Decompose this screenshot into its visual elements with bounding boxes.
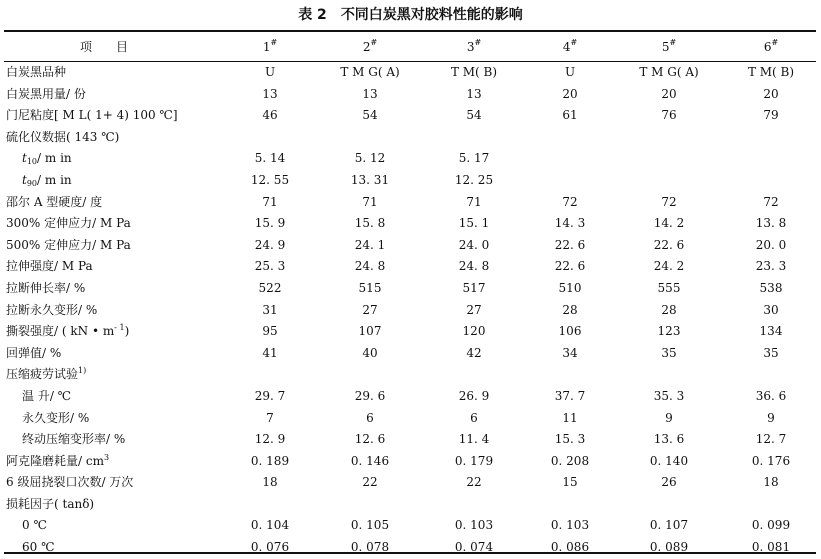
- row-label: [6, 213, 131, 235]
- table-row: [4, 343, 816, 365]
- row-label: [6, 127, 119, 149]
- cell-sample-2: 27: [362, 302, 378, 317]
- row-label: [6, 235, 131, 257]
- label-unit: / m in: [37, 172, 72, 187]
- cell-sample-3: 5. 17: [458, 151, 490, 166]
- cell-sample-6: T M( B): [747, 65, 795, 79]
- cell-sample-3: [419, 364, 529, 386]
- cell-sample-3: 11. 4: [458, 432, 490, 447]
- cell-sample-2: 515: [358, 280, 382, 295]
- table-row: [4, 386, 816, 408]
- label-symbol: t: [22, 172, 27, 187]
- label-text: 回弹值/ %: [6, 345, 62, 360]
- row-label: [6, 494, 94, 516]
- cell-sample-4: 72: [562, 194, 578, 209]
- cell-sample-5: 0. 089: [649, 540, 689, 555]
- cell-sample-2: 40: [362, 345, 378, 360]
- cell-sample-2: 12. 6: [354, 432, 386, 447]
- cell-sample-6: 36. 6: [755, 388, 787, 403]
- cell-sample-3: 24. 0: [458, 237, 490, 252]
- table-title: 不同白炭黑对胶料性能的影响: [340, 7, 523, 23]
- label-unit: / m in: [37, 151, 72, 166]
- cell-sample-5: 35. 3: [653, 388, 685, 403]
- row-label: [6, 62, 66, 84]
- cell-sample-2: 71: [362, 194, 378, 209]
- table-row: [4, 537, 816, 559]
- cell-sample-2: 22: [362, 475, 378, 490]
- cell-sample-1: 0. 076: [250, 540, 290, 555]
- cell-sample-1: 95: [262, 324, 278, 339]
- cell-sample-4: 14. 3: [554, 216, 586, 231]
- label-text: 门尼粘度[ M L( 1+ 4) 100 ℃]: [6, 108, 178, 123]
- cell-sample-2: 107: [358, 324, 382, 339]
- cell-sample-1: 13: [262, 86, 278, 101]
- cell-sample-4: 61: [562, 108, 578, 123]
- cell-sample-6: 23. 3: [755, 259, 787, 274]
- row-label: [6, 300, 97, 322]
- header-sample-5: [629, 32, 709, 62]
- header-sample-number: 4: [562, 40, 571, 54]
- header-item: 项 目: [79, 40, 128, 54]
- label-text: 撕裂强度/ ( kN • m: [6, 324, 115, 339]
- label-text: 白炭黑用量/ 份: [6, 86, 86, 101]
- label-text: 温 升/ ℃: [22, 388, 72, 403]
- table-row: [4, 494, 816, 516]
- cell-sample-1: 18: [262, 475, 278, 490]
- cell-sample-6: 134: [759, 324, 783, 339]
- table-row: [4, 472, 816, 494]
- cell-sample-5: 72: [661, 194, 677, 209]
- cell-sample-1: 522: [258, 280, 282, 295]
- row-label: [6, 364, 86, 386]
- label-subscript: 90: [26, 178, 38, 188]
- cell-sample-6: 18: [763, 475, 779, 490]
- cell-sample-2: 24. 1: [354, 237, 386, 252]
- cell-sample-2: 24. 8: [354, 259, 386, 274]
- table-row: [4, 62, 816, 84]
- cell-sample-1: [215, 494, 325, 516]
- table-row: [4, 148, 816, 170]
- cell-sample-5: [614, 170, 724, 192]
- cell-sample-4: 34: [562, 345, 578, 360]
- label-text: 损耗因子( tanδ): [6, 496, 95, 511]
- row-label: [6, 451, 109, 473]
- label-superscript: 3: [103, 452, 110, 462]
- cell-sample-6: 13. 8: [755, 216, 787, 231]
- cell-sample-3: 0. 103: [454, 518, 494, 533]
- cell-sample-4: 106: [558, 324, 582, 339]
- cell-sample-2: [315, 494, 425, 516]
- cell-sample-3: 15. 1: [458, 216, 490, 231]
- header-sample-4: [530, 32, 610, 62]
- cell-sample-3: 13: [466, 86, 482, 101]
- label-text: 硫化仪数据( 143 ℃): [6, 129, 120, 144]
- cell-sample-3: 27: [466, 302, 482, 317]
- table-row: [4, 300, 816, 322]
- table-caption: [0, 0, 821, 30]
- cell-sample-6: 538: [759, 280, 783, 295]
- cell-sample-1: 29. 7: [254, 388, 286, 403]
- cell-sample-1: 15. 9: [254, 216, 286, 231]
- cell-sample-6: 0. 099: [751, 518, 791, 533]
- cell-sample-3: 26. 9: [458, 388, 490, 403]
- table-row: [4, 256, 816, 278]
- cell-sample-1: 31: [262, 302, 278, 317]
- label-text: 300% 定伸应力/ M Pa: [6, 216, 131, 231]
- cell-sample-5: [614, 364, 724, 386]
- cell-sample-6: 35: [763, 345, 779, 360]
- cell-sample-2: 54: [362, 108, 378, 123]
- cell-sample-5: 555: [657, 280, 681, 295]
- header-sample-3: [434, 32, 514, 62]
- cell-sample-3: 517: [462, 280, 486, 295]
- cell-sample-5: [614, 148, 724, 170]
- row-label: [22, 148, 72, 170]
- cell-sample-4: 0. 208: [550, 453, 590, 468]
- table-row: [4, 170, 816, 192]
- cell-sample-3: [419, 494, 529, 516]
- cell-sample-1: [215, 364, 325, 386]
- row-label: [22, 515, 47, 537]
- header-sample-mark: #: [570, 38, 578, 47]
- row-label: [6, 343, 61, 365]
- cell-sample-4: 0. 086: [550, 540, 590, 555]
- cell-sample-4: 22. 6: [554, 237, 586, 252]
- table-row: [4, 127, 816, 149]
- cell-sample-6: [716, 127, 821, 149]
- cell-sample-3: 6: [470, 410, 478, 425]
- cell-sample-3: 12. 25: [454, 172, 494, 187]
- cell-sample-1: 7: [266, 410, 274, 425]
- cell-sample-6: 0. 081: [751, 540, 791, 555]
- cell-sample-5: 14. 2: [653, 216, 685, 231]
- cell-sample-6: 9: [767, 410, 775, 425]
- cell-sample-1: 46: [262, 108, 278, 123]
- cell-sample-2: 13. 31: [350, 172, 390, 187]
- label-text: 邵尔 A 型硬度/ 度: [6, 194, 103, 209]
- cell-sample-5: 26: [661, 475, 677, 490]
- table-row: [4, 84, 816, 106]
- label-subscript: 10: [26, 157, 38, 167]
- row-label: [6, 105, 178, 127]
- cell-sample-4: 15: [562, 475, 578, 490]
- cell-sample-4: U: [564, 65, 576, 79]
- row-label: [22, 170, 72, 192]
- cell-sample-6: 12. 7: [755, 432, 787, 447]
- cell-sample-1: 0. 189: [250, 453, 290, 468]
- label-symbol: t: [22, 151, 27, 166]
- cell-sample-5: [614, 494, 724, 516]
- table-row: [4, 278, 816, 300]
- cell-sample-3: 24. 8: [458, 259, 490, 274]
- row-label: [22, 537, 55, 559]
- table-row: [4, 213, 816, 235]
- cell-sample-4: 37. 7: [554, 388, 586, 403]
- cell-sample-4: [515, 494, 625, 516]
- table-row: [4, 105, 816, 127]
- cell-sample-5: T M G( A): [639, 65, 699, 79]
- cell-sample-4: [515, 170, 625, 192]
- label-tail: ): [124, 324, 130, 339]
- label-text: 终动压缩变形率/ %: [22, 432, 126, 447]
- cell-sample-2: 6: [366, 410, 374, 425]
- label-text: 500% 定伸应力/ M Pa: [6, 237, 131, 252]
- cell-sample-2: [315, 364, 425, 386]
- cell-sample-5: 20: [661, 86, 677, 101]
- header-sample-mark: #: [771, 38, 779, 47]
- cell-sample-5: 13. 6: [653, 432, 685, 447]
- cell-sample-4: 22. 6: [554, 259, 586, 274]
- header-sample-number: 6: [763, 40, 772, 54]
- label-superscript: 1): [78, 366, 87, 376]
- cell-sample-2: 13: [362, 86, 378, 101]
- cell-sample-1: 0. 104: [250, 518, 290, 533]
- cell-sample-1: 5. 14: [254, 151, 286, 166]
- cell-sample-1: 71: [262, 194, 278, 209]
- header-sample-mark: #: [370, 38, 378, 47]
- cell-sample-5: 123: [657, 324, 681, 339]
- header-sample-number: 5: [661, 40, 670, 54]
- table-row: [4, 451, 816, 473]
- row-label: [6, 256, 93, 278]
- cell-sample-2: 29. 6: [354, 388, 386, 403]
- cell-sample-5: 0. 107: [649, 518, 689, 533]
- header-sample-number: 3: [466, 40, 475, 54]
- table-row: [4, 429, 816, 451]
- row-label: [6, 472, 133, 494]
- cell-sample-5: 76: [661, 108, 677, 123]
- cell-sample-6: 30: [763, 302, 779, 317]
- cell-sample-1: 12. 55: [250, 172, 290, 187]
- header-sample-mark: #: [270, 38, 278, 47]
- row-label: [6, 192, 102, 214]
- cell-sample-3: 22: [466, 475, 482, 490]
- cell-sample-2: 15. 8: [354, 216, 386, 231]
- cell-sample-2: 0. 105: [350, 518, 390, 533]
- cell-sample-5: 35: [661, 345, 677, 360]
- label-text: 拉断伸长率/ %: [6, 280, 86, 295]
- row-label: [22, 408, 89, 430]
- cell-sample-2: 5. 12: [354, 151, 386, 166]
- cell-sample-3: 71: [466, 194, 482, 209]
- cell-sample-4: 0. 103: [550, 518, 590, 533]
- cell-sample-6: 0. 176: [751, 453, 791, 468]
- cell-sample-1: 25. 3: [254, 259, 286, 274]
- cell-sample-3: 42: [466, 345, 482, 360]
- cell-sample-5: 9: [665, 410, 673, 425]
- label-text: 6 级屈挠裂口次数/ 万次: [6, 475, 134, 490]
- label-text: 压缩疲劳试验: [6, 367, 79, 382]
- cell-sample-4: [515, 127, 625, 149]
- table-row: [4, 515, 816, 537]
- header-sample-mark: #: [474, 38, 482, 47]
- cell-sample-6: 79: [763, 108, 779, 123]
- header-sample-6: [731, 32, 811, 62]
- cell-sample-3: 0. 074: [454, 540, 494, 555]
- cell-sample-2: 0. 146: [350, 453, 390, 468]
- row-label: [6, 84, 86, 106]
- cell-sample-3: 120: [462, 324, 486, 339]
- cell-sample-1: [215, 127, 325, 149]
- label-text: 永久变形/ %: [22, 410, 90, 425]
- table-row: [4, 408, 816, 430]
- cell-sample-3: 0. 179: [454, 453, 494, 468]
- label-text: 拉断永久变形/ %: [6, 302, 98, 317]
- table-row: [4, 192, 816, 214]
- row-label: [6, 321, 129, 343]
- cell-sample-4: 510: [558, 280, 582, 295]
- cell-sample-6: [716, 170, 821, 192]
- header-sample-mark: #: [669, 38, 677, 47]
- cell-sample-3: T M( B): [450, 65, 498, 79]
- row-label: [22, 386, 71, 408]
- header-sample-number: 2: [362, 40, 371, 54]
- cell-sample-6: 72: [763, 194, 779, 209]
- cell-sample-1: 41: [262, 345, 278, 360]
- cell-sample-2: [315, 127, 425, 149]
- cell-sample-4: 20: [562, 86, 578, 101]
- cell-sample-2: 0. 078: [350, 540, 390, 555]
- table-row: [4, 321, 816, 343]
- table-row: [4, 364, 816, 386]
- label-text: 白炭黑品种: [6, 65, 67, 79]
- cell-sample-6: [716, 148, 821, 170]
- label-text: 0 ℃: [22, 518, 47, 533]
- cell-sample-1: 24. 9: [254, 237, 286, 252]
- label-text: 60 ℃: [22, 540, 55, 555]
- table-body: [4, 62, 816, 559]
- cell-sample-4: 11: [562, 410, 578, 425]
- label-text: 拉伸强度/ M Pa: [6, 259, 93, 274]
- cell-sample-1: U: [264, 65, 276, 79]
- cell-sample-1: 12. 9: [254, 432, 286, 447]
- label-text: 阿克隆磨耗量/ cm: [6, 453, 104, 468]
- cell-sample-5: 22. 6: [653, 237, 685, 252]
- cell-sample-4: [515, 148, 625, 170]
- cell-sample-6: [716, 364, 821, 386]
- table-number: 表 2: [298, 7, 327, 23]
- header-sample-2: [330, 32, 410, 62]
- cell-sample-5: 28: [661, 302, 677, 317]
- label-superscript: - 1: [114, 323, 125, 333]
- cell-sample-4: 15. 3: [554, 432, 586, 447]
- cell-sample-3: 54: [466, 108, 482, 123]
- row-label: [6, 278, 85, 300]
- cell-sample-6: [716, 494, 821, 516]
- cell-sample-6: 20: [763, 86, 779, 101]
- header-sample-number: 1: [262, 40, 271, 54]
- cell-sample-5: [614, 127, 724, 149]
- cell-sample-3: [419, 127, 529, 149]
- cell-sample-5: 0. 140: [649, 453, 689, 468]
- cell-sample-6: 20. 0: [755, 237, 787, 252]
- cell-sample-4: 28: [562, 302, 578, 317]
- cell-sample-4: [515, 364, 625, 386]
- row-label: [22, 429, 125, 451]
- table-header: [4, 32, 816, 62]
- header-sample-1: [230, 32, 310, 62]
- data-table: [4, 30, 816, 554]
- cell-sample-5: 24. 2: [653, 259, 685, 274]
- cell-sample-2: T M G( A): [340, 65, 400, 79]
- table-row: [4, 235, 816, 257]
